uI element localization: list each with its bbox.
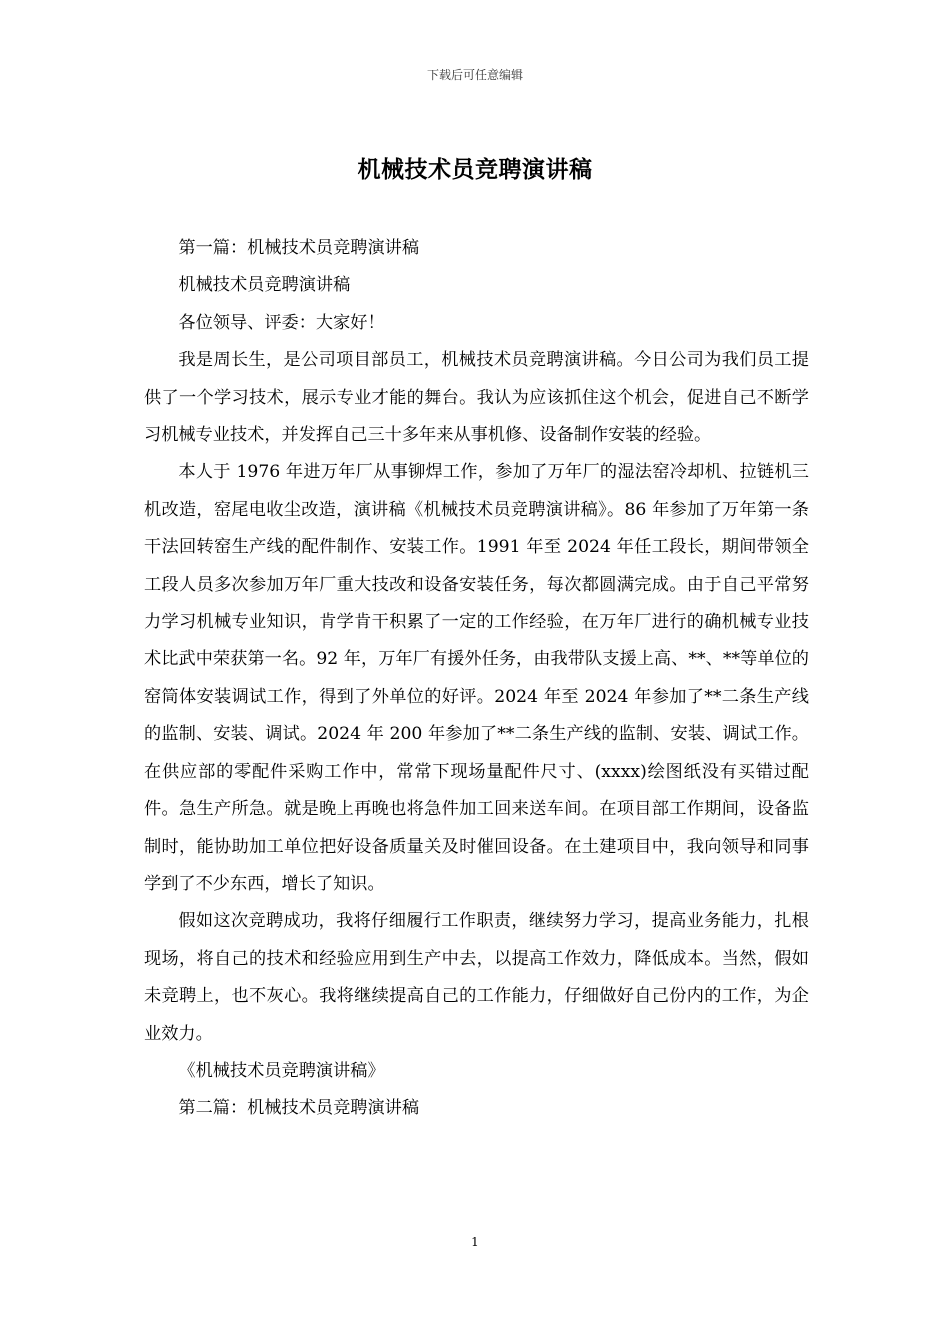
speech-title-line: 机械技术员竞聘演讲稿: [178, 275, 351, 296]
page-number: 1: [471, 1235, 479, 1249]
document-title: 机械技术员竞聘演讲稿: [357, 156, 593, 183]
body-paragraph: 我是周长生，是公司项目部员工，机械技术员竞聘演讲稿。今日公司为我们员工提供了一个学习技术，展示专业才能的舞台。我认为应该抓住这个机会，促进自己不断学习机械专业技术，并发挥自己三十多年来从事机修、设备制作安装的经验。: [144, 350, 809, 446]
section-heading: 第一篇：机械技术员竞聘演讲稿: [178, 238, 420, 258]
closing-title-line: 《机械技术员竞聘演讲稿》: [178, 1060, 385, 1081]
section-heading: 第二篇：机械技术员竞聘演讲稿: [178, 1098, 420, 1119]
body-paragraph: 本人于 1976 年进万年厂从事铆焊工作，参加了万年厂的湿法窑冷却机、拉链机三机改造，窑尾电收尘改造，演讲稿《机械技术员竞聘演讲稿》。86 年参加了万年第一条干法回转窑生产线的配件制作、安装工作。1991 年至 2024 年任工段长，期间带领全工段人员多次参加万年厂重大技改和设备安装任务，每次都圆满完成。由于自己平常努力学习机械专业知识，肯学肯干积累了一定的工作经验，在万年厂进行的确机械专业技术比武中荣获第一名。92 年，万年厂有援外任务，由我带队支援上高、**、**等单位的窑筒体安装调试工作，得到了外单位的好评。2024 年至 2024 年参加了**二条生产线的监制、安装、调试。2024 年 200 年参加了**二条生产线的监制、安装、调试工作。在供应部的零配件采购工作中，常常下现场量配件尺寸、(xxxx)绘图纸没有买错过配件。急生产所急。就是晚上再晚也将急件加工回来送车间。在项目部工作期间，设备监制时，能协助加工单位把好设备质量关及时催回设备。在土建项目中，我向领导和同事学到了不少东西，增长了知识。: [144, 462, 809, 894]
body-paragraph: 假如这次竞聘成功，我将仔细履行工作职责，继续努力学习，提高业务能力，扎根现场，将自己的技术和经验应用到生产中去，以提高工作效力，降低成本。当然，假如未竞聘上，也不灰心。我将继续提高自己的工作能力，仔细做好自己份内的工作，为企业效力。: [144, 911, 809, 1044]
page-header: 下载后可任意编辑: [426, 68, 523, 82]
document-body: [144, 230, 809, 1128]
greeting: 各位领导、评委：大家好！: [178, 312, 385, 333]
